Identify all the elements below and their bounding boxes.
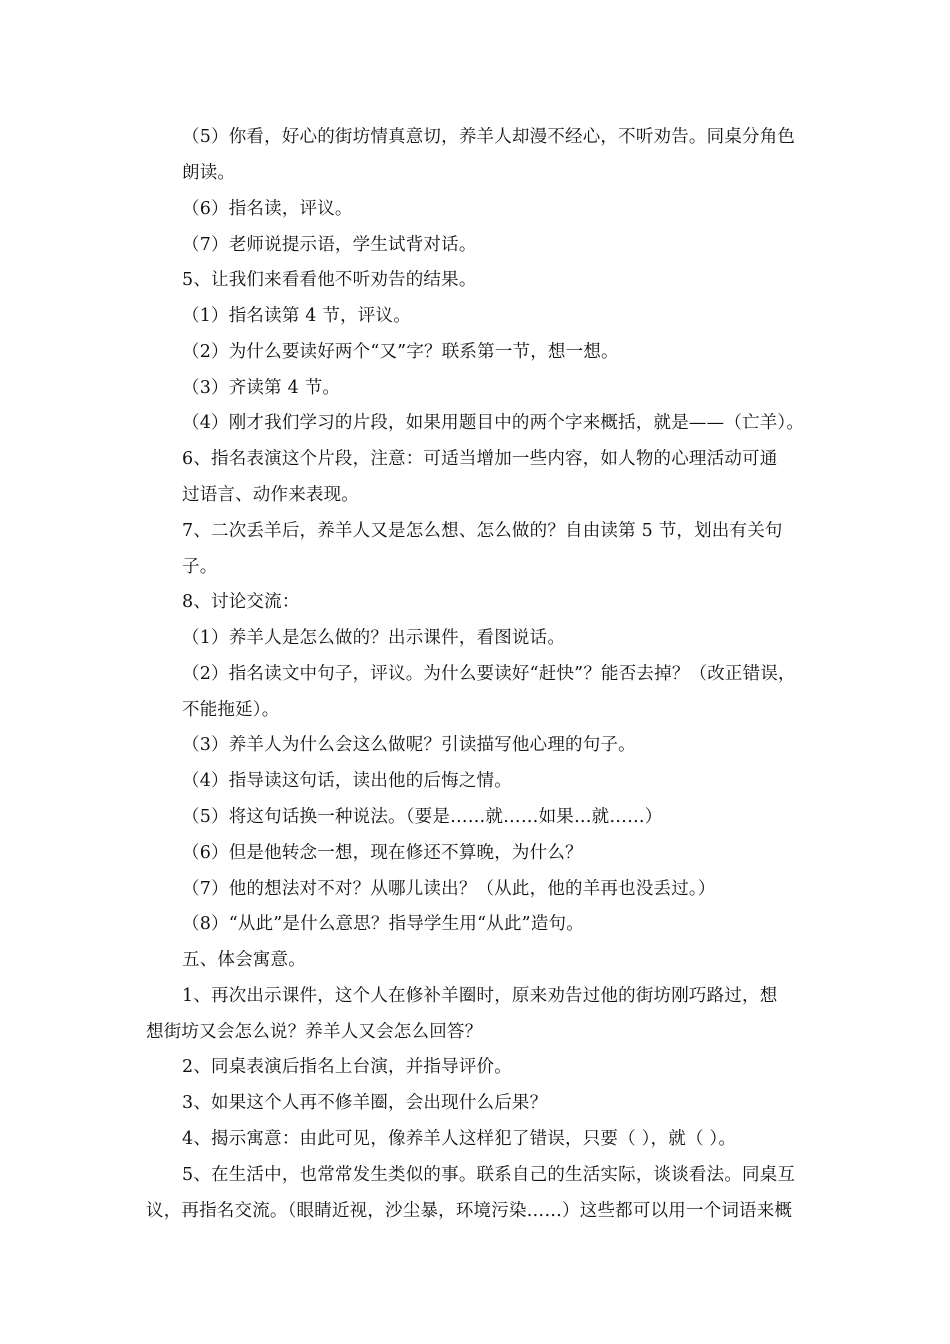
text-line-21: （6）但是他转念一想，现在修还不算晚，为什么？ — [182, 843, 583, 863]
text-line-24: 五、体会寓意。 — [182, 950, 306, 970]
text-line-20: （5）将这句话换一种说法。（要是……就……如果…就……） — [182, 807, 663, 827]
text-line-11: 过语言、动作来表现。 — [182, 485, 359, 505]
text-line-14: 8、讨论交流： — [182, 592, 300, 612]
text-line-26: 想街坊又会怎么说？养羊人又会怎么回答？ — [146, 1022, 483, 1042]
text-line-5: 5、让我们来看看他不听劝告的结果。 — [182, 270, 477, 290]
text-line-9: （4）刚才我们学习的片段，如果用题目中的两个字来概括，就是——（亡羊）。 — [182, 413, 805, 433]
text-line-2: 朗读。 — [182, 163, 236, 183]
text-line-3: （6）指名读，评议。 — [182, 199, 353, 219]
text-line-22: （7）他的想法对不对？从哪儿读出？（从此，他的羊再也没丢过。） — [182, 879, 716, 899]
text-line-19: （4）指导读这句话，读出他的后悔之情。 — [182, 771, 512, 791]
text-line-30: 5、在生活中，也常常发生类似的事。联系自己的生活实际，谈谈看法。同桌互 — [182, 1165, 796, 1185]
text-line-10: 6、指名表演这个片段，注意：可适当增加一些内容，如人物的心理活动可通 — [182, 449, 778, 469]
text-line-17: 不能拖延）。 — [182, 700, 280, 720]
text-line-13: 子。 — [182, 557, 218, 577]
text-line-4: （7）老师说提示语，学生试背对话。 — [182, 235, 477, 255]
text-line-27: 2、同桌表演后指名上台演，并指导评价。 — [182, 1057, 512, 1077]
text-line-7: （2）为什么要读好两个“又”字？联系第一节，想一想。 — [182, 342, 619, 362]
text-line-6: （1）指名读第 4 节，评议。 — [182, 306, 411, 326]
text-line-31: 议，再指名交流。（眼睛近视，沙尘暴，环境污染……）这些都可以用一个词语来概 — [146, 1201, 793, 1221]
text-line-12: 7、二次丢羊后，养羊人又是怎么想、怎么做的？自由读第 5 节，划出有关句 — [182, 521, 783, 541]
text-line-16: （2）指名读文中句子，评议。为什么要读好“赶快”？能否去掉？（改正错误， — [182, 664, 796, 684]
text-line-8: （3）齐读第 4 节。 — [182, 378, 341, 398]
text-line-18: （3）养羊人为什么会这么做呢？引读描写他心理的句子。 — [182, 735, 636, 755]
text-line-25: 1、再次出示课件，这个人在修补羊圈时，原来劝告过他的街坊刚巧路过，想 — [182, 986, 778, 1006]
text-line-1: （5）你看，好心的街坊情真意切，养羊人却漫不经心，不听劝告。同桌分角色 — [182, 127, 796, 147]
text-line-15: （1）养羊人是怎么做的？出示课件，看图说话。 — [182, 628, 566, 648]
text-line-28: 3、如果这个人再不修羊圈，会出现什么后果？ — [182, 1093, 548, 1113]
text-line-23: （8）“从此”是什么意思？指导学生用“从此”造句。 — [182, 914, 584, 934]
text-line-29: 4、揭示寓意：由此可见，像养羊人这样犯了错误，只要（ ），就（ ）。 — [182, 1129, 737, 1149]
